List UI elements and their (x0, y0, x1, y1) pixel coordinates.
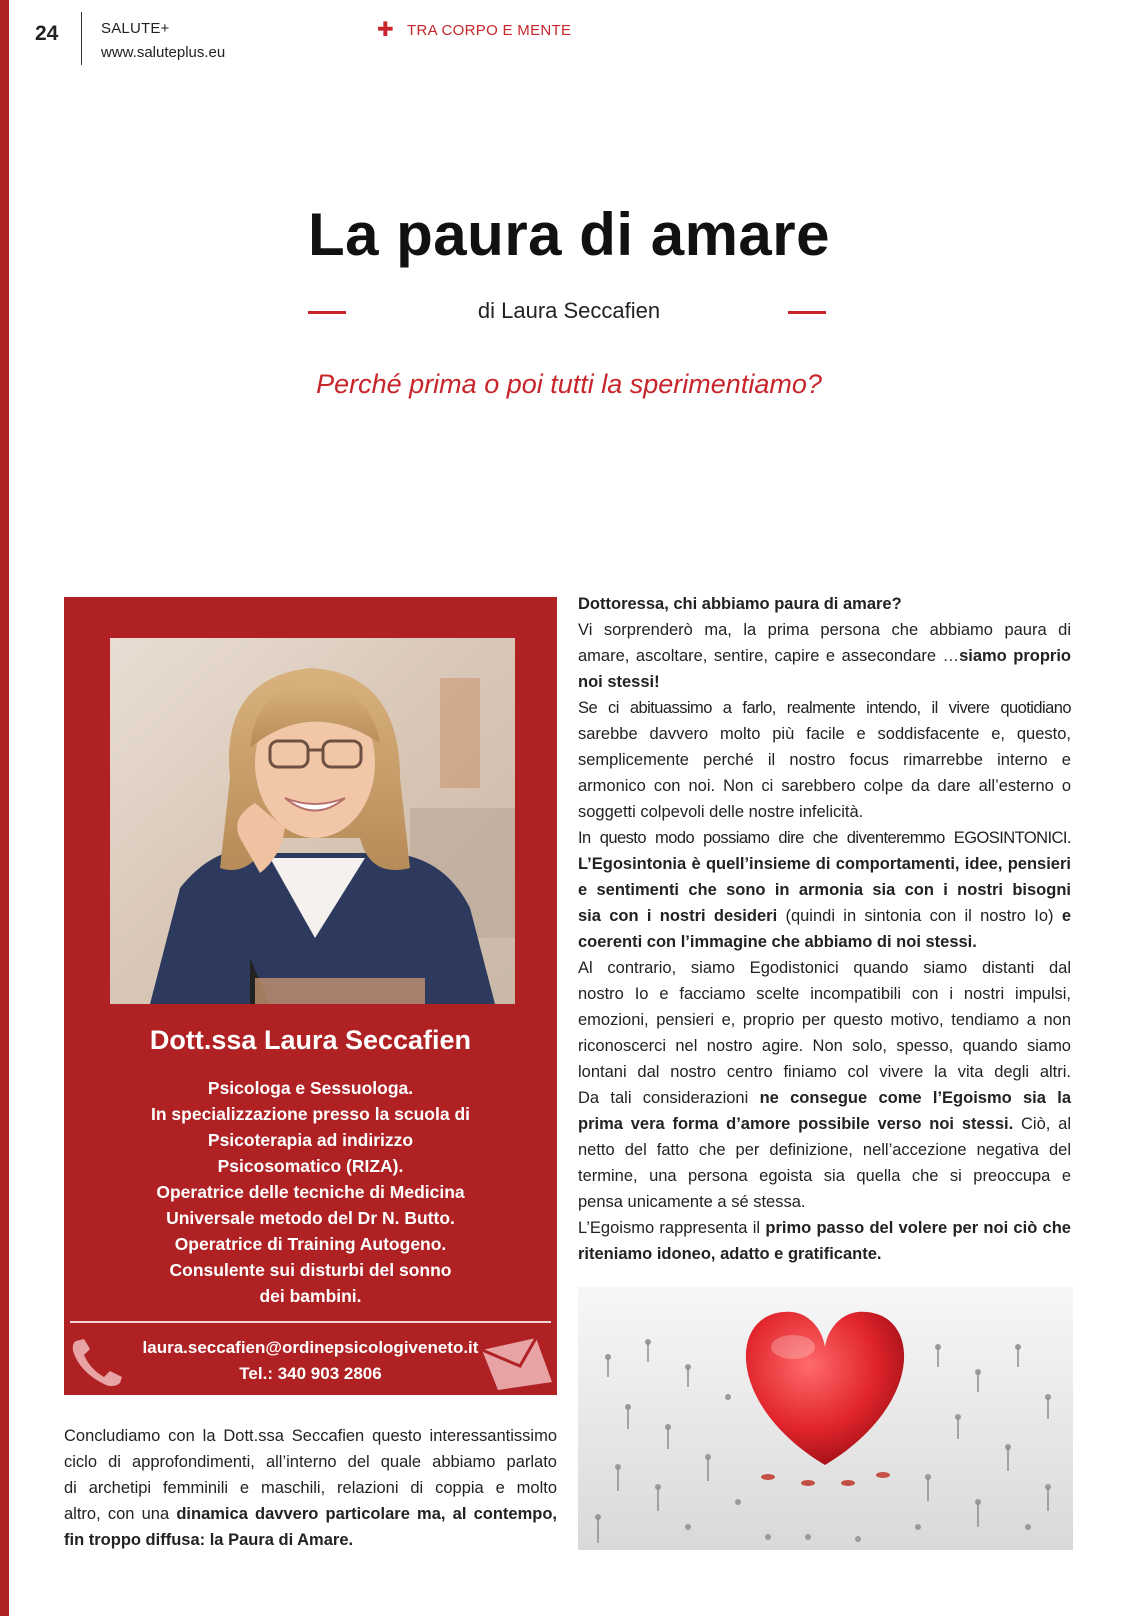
credential-line: Psicosomatico (RIZA). (217, 1156, 404, 1176)
text-line: altro, con una dinamica davvero particolare ma, al contempo, (64, 1505, 557, 1523)
text-line: sarebbe davvero molto più facile e soddisfacente e, questo, (578, 725, 1071, 743)
text-line: coerenti con l’immagine che abbiamo di noi stessi. (578, 933, 977, 951)
heart-photo (578, 1287, 1073, 1550)
text-line: riconoscerci nel nostro agire. Non solo, spesso, quando siamo (578, 1037, 1071, 1055)
contact-phone[interactable]: Tel.: 340 903 2806 (239, 1364, 382, 1383)
credential-line: dei bambini. (259, 1286, 362, 1306)
text-line: noi stessi! (578, 673, 660, 691)
byline: di Laura Seccafien (477, 298, 661, 323)
text-line: Vi sorprenderò ma, la prima persona che abbiamo paura di (578, 621, 1071, 639)
text-line: riteniamo idoneo, adatto e gratificante. (578, 1245, 882, 1263)
text-line: L’Egoismo rappresenta il primo passo del volere per noi ciò che (578, 1219, 1071, 1237)
text-line: L’Egosintonia è quell’insieme di comportamenti, idee, pensieri (578, 855, 1071, 873)
plus-icon: ✚ (377, 19, 394, 41)
text-line: pensa unicamente a sé stessa. (578, 1193, 806, 1211)
article-subtitle: Perché prima o poi tutti la sperimentiamo? (316, 369, 822, 399)
text-line: termine, una persona egoista sia quella che si preoccupa e (578, 1167, 1071, 1185)
credential-line: Psicoterapia ad indirizzo (207, 1130, 414, 1150)
text-line: nostro Io e facciamo scelte incompatibili con i nostri impulsi, (578, 985, 1071, 1003)
page-header (0, 0, 1138, 70)
text-line: semplicemente perché il nostro focus rimarrebbe interno e (578, 751, 1071, 769)
text-line: emozioni, pensieri e, proprio per questo motivo, tendiamo a non (578, 1011, 1071, 1029)
magazine-brand: SALUTE+ (101, 20, 170, 37)
text-line: lontani dal nostro centro finiamo col vivere la vita degli altri. (578, 1063, 1071, 1081)
byline-dash-right (788, 311, 826, 314)
text-line: Se ci abituassimo a farlo, realmente intendo, il vivere quotidiano (578, 699, 1071, 717)
text-line: amare, ascoltare, sentire, capire e assecondare …siamo proprio (578, 647, 1072, 665)
magazine-website[interactable]: www.saluteplus.eu (101, 44, 226, 61)
text-line: armonico con noi. Non ci sarebbero colpe da dare all’esterno o (578, 777, 1071, 795)
text-line: Concludiamo con la Dott.ssa Seccafien questo interessantissimo (64, 1427, 557, 1445)
text-line: e sentimenti che sono in armonia sia con i nostri bisogni (578, 881, 1071, 899)
interview-question: Dottoressa, chi abbiamo paura di amare? (578, 595, 902, 613)
text-line: ciclo di approfondimenti, all’interno del quale abbiamo parlato (64, 1453, 557, 1471)
text-line: prima vera forma d’amore possibile verso noi stessi. Ciò, al (578, 1115, 1071, 1133)
author-photo (110, 638, 515, 1004)
page-number: 24 (35, 22, 59, 45)
credential-line: Universale metodo del Dr N. Butto. (166, 1208, 455, 1228)
credential-line: Operatrice delle tecniche di Medicina (156, 1182, 465, 1202)
text-line: Al contrario, siamo Egodistonici quando siamo distanti dal (578, 959, 1071, 977)
text-line: soggetti colpevoli delle nostre infelicità. (578, 803, 864, 821)
text-line: di archetipi femminili e maschili, relazioni di coppia e molto (64, 1479, 557, 1497)
credential-line: Operatrice di Training Autogeno. (174, 1234, 447, 1254)
contact-email[interactable]: laura.seccafien@ordinepsicologiveneto.it (142, 1338, 479, 1357)
author-credentials (84, 1075, 537, 1309)
author-name: Dott.ssa Laura Seccafien (149, 1025, 472, 1055)
article-title: La paura di amare (307, 201, 831, 268)
text-line: In questo modo possiamo dire che diventeremmo EGOSINTONICI. (578, 829, 1071, 847)
header-divider (81, 12, 82, 65)
text-line: netto del fatto che per definizione, nell’accezione negativa del (578, 1141, 1071, 1159)
credential-line: Consulente sui disturbi del sonno (169, 1260, 452, 1280)
text-line: fin troppo diffusa: la Paura di Amare. (64, 1531, 354, 1549)
article-body (578, 591, 1071, 1267)
text-line: sia con i nostri desideri (quindi in sintonia con il nostro Io) e (578, 907, 1071, 925)
section-label: TRA CORPO E MENTE (407, 22, 572, 39)
credential-line: In specializzazione presso la scuola di (151, 1104, 470, 1124)
author-bio-box (64, 597, 557, 1395)
text-line: Da tali considerazioni ne consegue come l’Egoismo sia la (578, 1089, 1072, 1107)
bio-separator (70, 1321, 551, 1323)
intro-paragraph (64, 1423, 557, 1553)
mail-icon (480, 1336, 554, 1391)
credential-line: Psicologa e Sessuologa. (207, 1078, 414, 1098)
